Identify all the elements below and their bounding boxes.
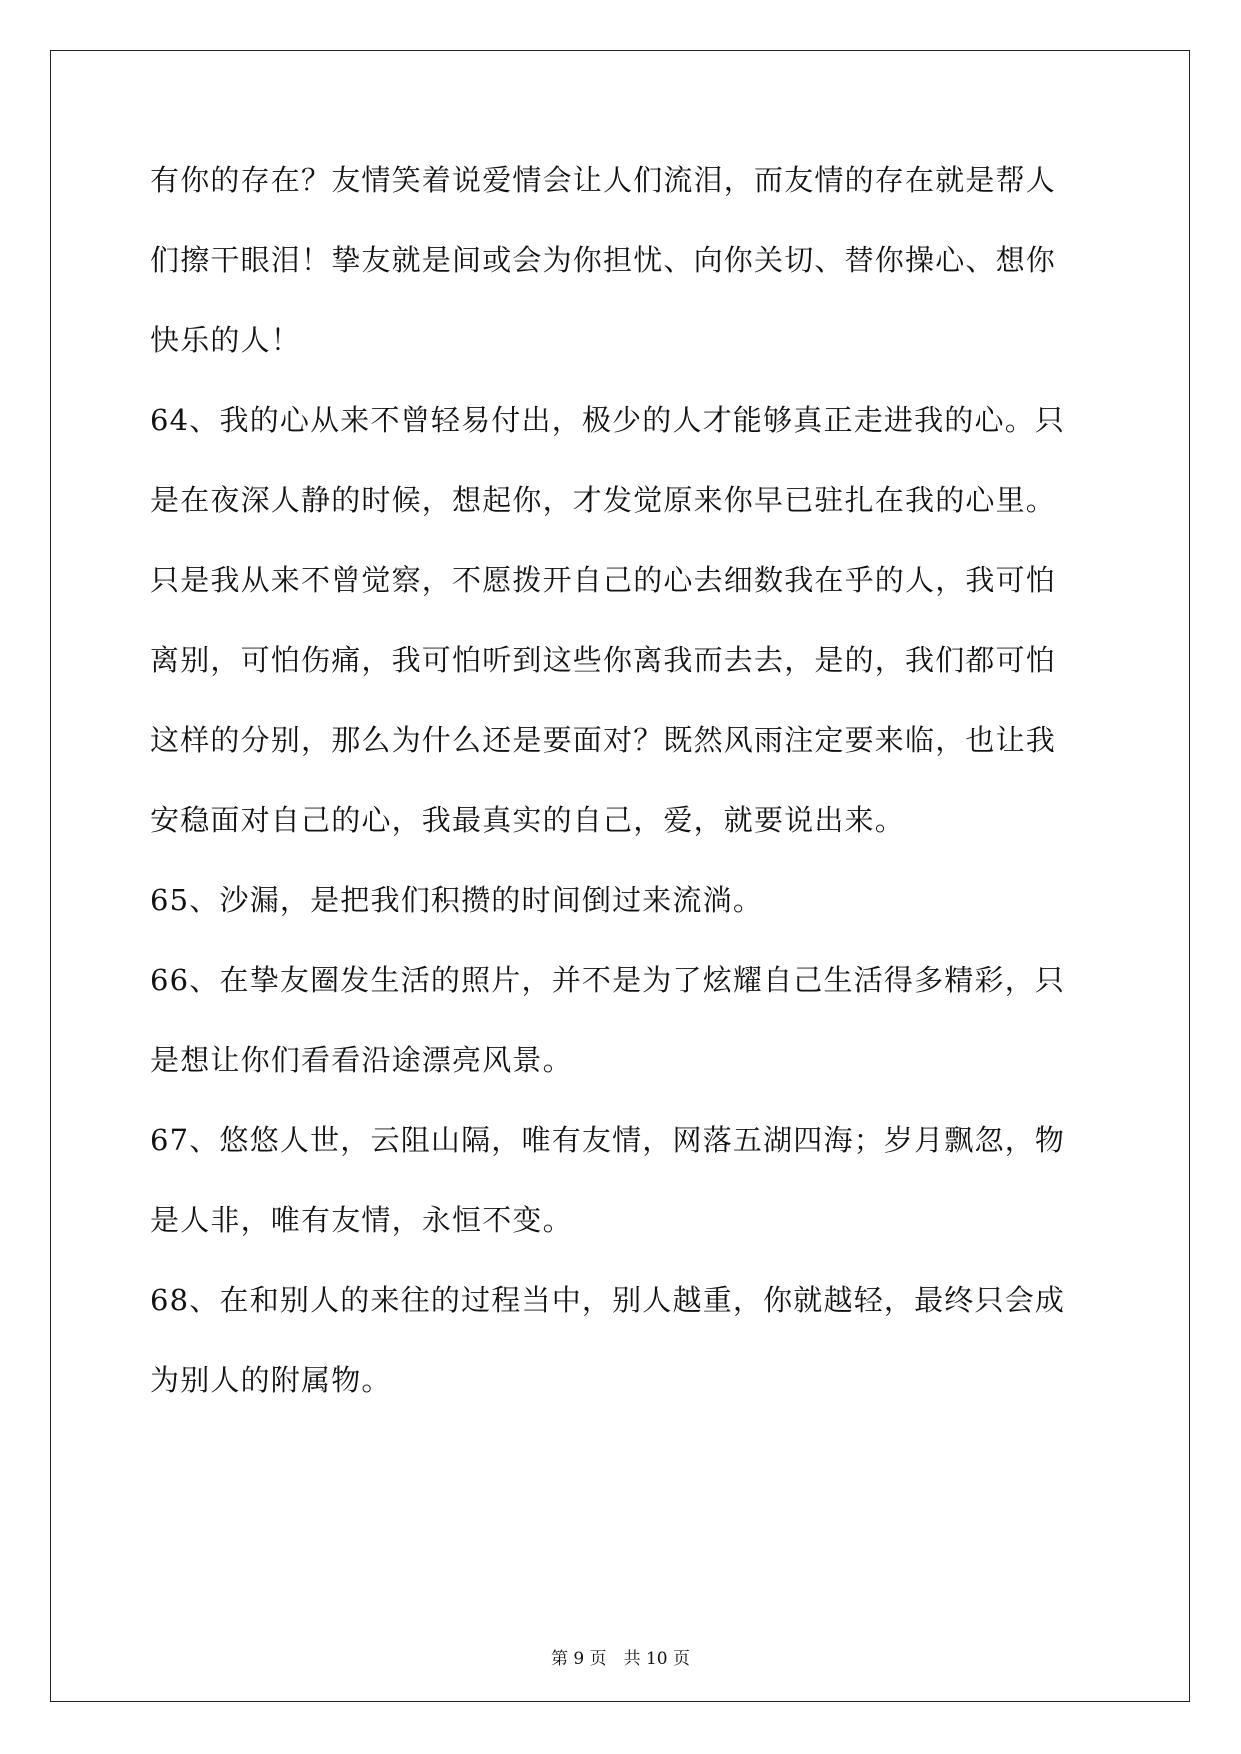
text-line: 安稳面对自己的心，我最真实的自己，爱，就要说出来。 xyxy=(150,803,906,837)
text-line: 有你的存在？友情笑着说爱情会让人们流泪，而友情的存在就是帮人 xyxy=(150,163,1057,197)
text-line: 64、我的心从来不曾轻易付出，极少的人才能够真正走进我的心。只 xyxy=(150,403,1066,437)
text-line: 是人非，唯有友情，永恒不变。 xyxy=(150,1203,573,1237)
text-line: 65、沙漏，是把我们积攒的时间倒过来流淌。 xyxy=(150,883,764,917)
text-line: 这样的分别，那么为什么还是要面对？既然风雨注定要来临，也让我 xyxy=(150,723,1057,757)
text-line: 是在夜深人静的时候，想起你，才发觉原来你早已驻扎在我的心里。 xyxy=(150,483,1057,517)
page-border xyxy=(50,50,1190,1702)
text-line: 为别人的附属物。 xyxy=(150,1363,392,1397)
page-number-footer: 第 9 页 共 10 页 xyxy=(550,1649,691,1669)
text-line: 只是我从来不曾觉察，不愿拨开自己的心去细数我在乎的人，我可怕 xyxy=(150,563,1057,597)
text-line: 离别，可怕伤痛，我可怕听到这些你离我而去去，是的，我们都可怕 xyxy=(150,643,1057,677)
text-line: 68、在和别人的来往的过程当中，别人越重，你就越轻，最终只会成 xyxy=(150,1283,1066,1317)
text-line: 是想让你们看看沿途漂亮风景。 xyxy=(150,1043,573,1077)
text-line: 快乐的人！ xyxy=(150,323,302,357)
text-line: 们擦干眼泪！挚友就是间或会为你担忧、向你关切、替你操心、想你 xyxy=(150,243,1057,277)
text-line: 66、在挚友圈发生活的照片，并不是为了炫耀自己生活得多精彩，只 xyxy=(150,963,1066,997)
text-line: 67、悠悠人世，云阻山隔，唯有友情，网落五湖四海；岁月飘忽，物 xyxy=(150,1123,1066,1157)
